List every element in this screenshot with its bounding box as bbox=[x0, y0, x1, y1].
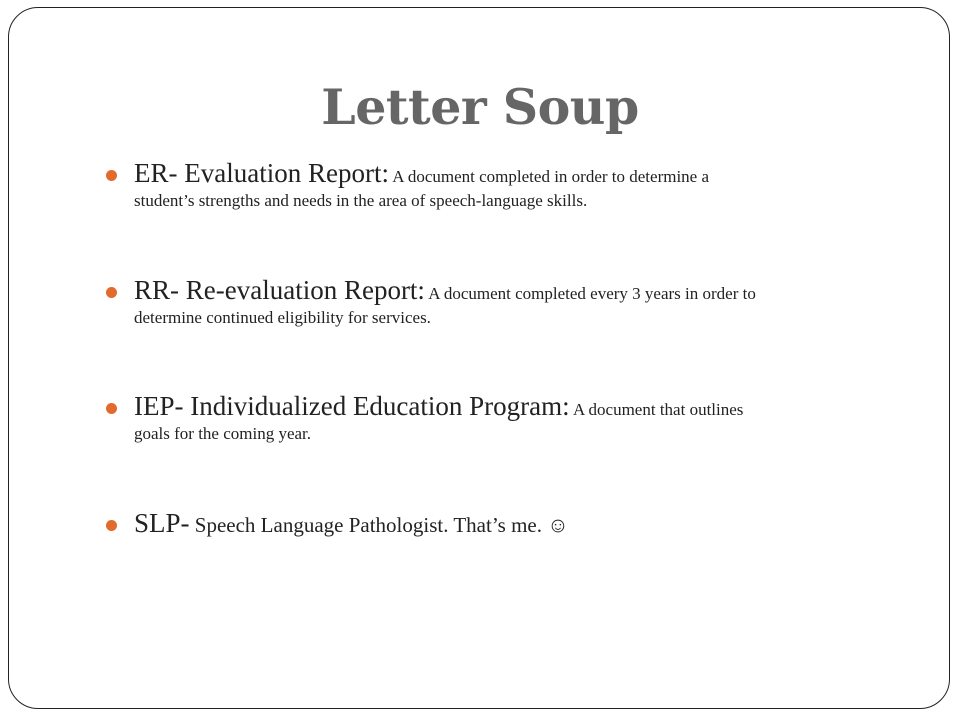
bullet-slp bbox=[106, 508, 569, 539]
bullet-dot-icon bbox=[106, 170, 117, 181]
bullet-dot-icon bbox=[106, 403, 117, 414]
bullet-line-1 bbox=[134, 391, 743, 422]
bullet-dot-icon bbox=[106, 520, 117, 531]
bullet-description: A document completed in order to determine a bbox=[388, 167, 710, 186]
bullet-rr bbox=[106, 275, 756, 328]
bullet-term: ER- Evaluation Report: bbox=[134, 158, 389, 188]
bullet-description-continued: goals for the coming year. bbox=[134, 424, 312, 443]
bullet-iep bbox=[106, 391, 743, 444]
bullet-description: A document that outlines bbox=[569, 400, 744, 419]
bullet-line-1 bbox=[134, 508, 569, 539]
bullet-term: SLP- bbox=[134, 508, 190, 538]
bullet-term: IEP- Individualized Education Program: bbox=[134, 391, 570, 421]
bullet-description: A document completed every 3 years in order to bbox=[424, 284, 756, 303]
bullet-description-continued: student’s strengths and needs in the area of speech-language skills. bbox=[134, 191, 588, 210]
bullet-description-continued: determine continued eligibility for services. bbox=[134, 308, 431, 327]
bullet-term: RR- Re-evaluation Report: bbox=[134, 275, 425, 305]
bullet-line-1 bbox=[134, 275, 756, 306]
bullet-er bbox=[106, 158, 709, 211]
slide-title: Letter Soup bbox=[321, 78, 639, 136]
bullet-line-1 bbox=[134, 158, 709, 189]
bullet-dot-icon bbox=[106, 287, 117, 298]
bullet-description: Speech Language Pathologist. That’s me. ☺ bbox=[189, 513, 569, 537]
